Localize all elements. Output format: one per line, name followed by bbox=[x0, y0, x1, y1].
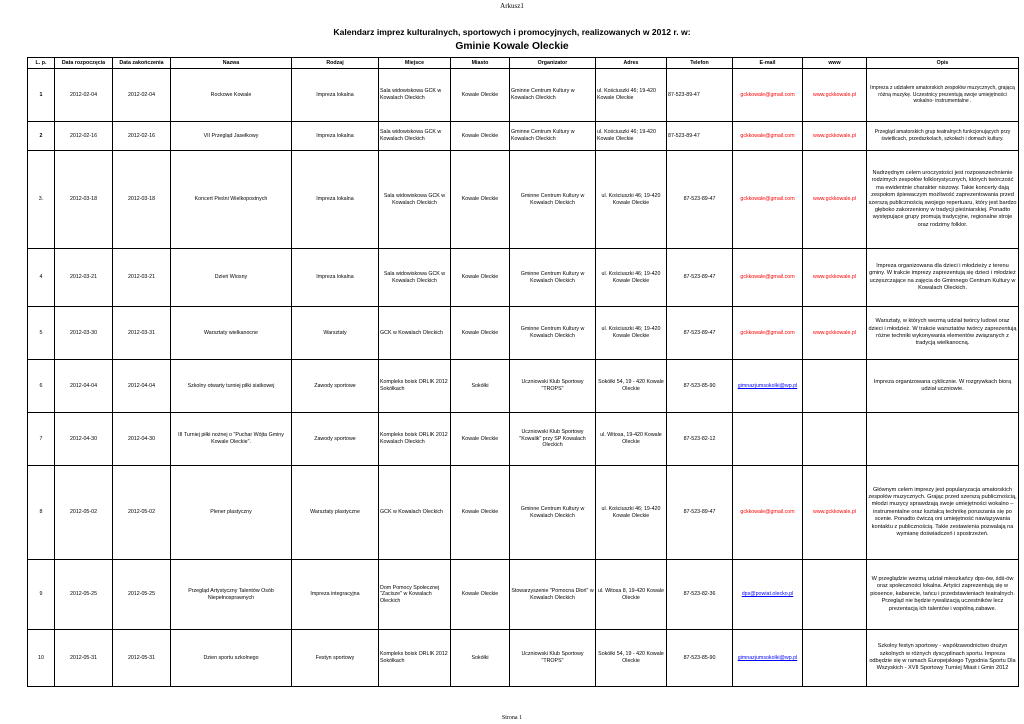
name-cell: Przegląd Artystyczny Talentów Osób Niepełnosprawnych bbox=[171, 560, 292, 630]
www-cell[interactable]: www.gckkowale.pl bbox=[803, 69, 867, 122]
city-cell: Sokółki bbox=[451, 360, 510, 413]
column-header: Telefon bbox=[667, 58, 733, 69]
table-row bbox=[28, 122, 1019, 151]
start-date-cell: 2012-03-30 bbox=[55, 307, 113, 360]
place-cell: Sala widowiskowa GCK w Kowalach Oleckich bbox=[379, 151, 451, 249]
email-cell[interactable]: gckkowale@gmail.com bbox=[733, 466, 803, 560]
address-cell: ul. Kościuszki 46; 19-420 Kowale Oleckie bbox=[596, 122, 667, 151]
lp-cell: 3. bbox=[28, 151, 55, 249]
www-cell bbox=[803, 630, 867, 687]
description-cell: Szkolny festyn sportowy - współzawodnictwo drużyn szkolnych w różnych dyscyplinach sportu. Impreza odbędzie się w ramach Europejskiego Tygodnia Sportu Dla Wszyskich - XVII Sportowy Turniej Miast i Gmin 2012 bbox=[867, 630, 1019, 687]
table-row bbox=[28, 466, 1019, 560]
address-cell: ul. Kościuszki 46; 19-420 Kowale Oleckie bbox=[596, 307, 667, 360]
column-header: Rodzaj bbox=[292, 58, 379, 69]
description-cell: Nadrzędnym celem uroczystości jest rozpowszechnienie rodzimych zespołów folklorystycznych, których twórczość ma ewidentnie charakter niszowy. Takie koncerty dają zespołom śpiewaczym możliwość zaprezentowania przed szerszą publicznością swojego repertuaru, który jest bardzo głęboko zakorzeniony w tradycji pieśniarskiej. Ponadto występujące grupy promują tradycyjne, regionalne stroje oraz rodzimy folklor. bbox=[867, 151, 1019, 249]
table-row bbox=[28, 413, 1019, 466]
page-footer: Strona 1 bbox=[501, 715, 523, 721]
lp-cell: 6 bbox=[28, 360, 55, 413]
end-date-cell: 2012-05-25 bbox=[113, 560, 171, 630]
description-cell bbox=[867, 413, 1019, 466]
type-cell: Impreza integracyjna bbox=[292, 560, 379, 630]
organizer-cell: Stowarzyszenie "Pomocna Dłoń" w Kowalach Oleckich bbox=[510, 560, 596, 630]
type-cell: Festyn sportowy bbox=[292, 630, 379, 687]
end-date-cell: 2012-02-16 bbox=[113, 122, 171, 151]
description-cell: Impreza z udziałem amatorskich zespołów muzycznych, grającą różną muzykę. Uczestnicy prezentują swoje umiejętności wokalno- instrumentalne . bbox=[867, 69, 1019, 122]
email-cell[interactable]: gckkowale@gmail.com bbox=[733, 307, 803, 360]
table-row bbox=[28, 360, 1019, 413]
lp-cell: 9 bbox=[28, 560, 55, 630]
lp-cell: 7 bbox=[28, 413, 55, 466]
phone-cell: 87-523-89-47 bbox=[667, 122, 733, 151]
email-cell[interactable]: gimnazjumsokolki@wp.pl bbox=[733, 360, 803, 413]
address-cell: ul. Kościuszki 46; 19-420 Kowale Oleckie bbox=[596, 69, 667, 122]
start-date-cell: 2012-05-02 bbox=[55, 466, 113, 560]
email-cell[interactable]: gckkowale@gmail.com bbox=[733, 122, 803, 151]
name-cell: VII Przegląd Jasełkowy bbox=[171, 122, 292, 151]
place-cell: Dom Pomocy Społecznej "Zacisze" w Kowalach Oleckich bbox=[379, 560, 451, 630]
place-cell: Kompleks boisk ORLIK 2012 Kowalach Oleckich bbox=[379, 413, 451, 466]
description-cell: Impreza organizowana dla dzieci i młodzieży z terenu gminy. W trakcie imprezy zaprezentują się dzieci i młodzież uczęszczające na zajęcia do Gminnego Centrum Kultury w Kowalach Oleckich. bbox=[867, 249, 1019, 307]
end-date-cell: 2012-04-30 bbox=[113, 413, 171, 466]
sheet-name: Arkusz1 bbox=[500, 2, 524, 10]
start-date-cell: 2012-04-04 bbox=[55, 360, 113, 413]
table-header-row bbox=[28, 58, 1019, 69]
column-header: Opis bbox=[867, 58, 1019, 69]
www-cell[interactable]: www.gckkowale.pl bbox=[803, 307, 867, 360]
column-header: E-mail bbox=[733, 58, 803, 69]
organizer-cell: Gminne Centrum Kultury w Kowalach Oleckich bbox=[510, 249, 596, 307]
name-cell: Warsztaty wielkanocne bbox=[171, 307, 292, 360]
table-row bbox=[28, 249, 1019, 307]
organizer-cell: Gminne Centrum Kultury w Kowalach Oleckich bbox=[510, 69, 596, 122]
phone-cell: 87-523-85-90 bbox=[667, 630, 733, 687]
type-cell: Impreza lokalna bbox=[292, 122, 379, 151]
city-cell: Sokółki bbox=[451, 630, 510, 687]
place-cell: Kompleks boisk ORLIK 2012 Sokółkach bbox=[379, 360, 451, 413]
city-cell: Kowale Oleckie bbox=[451, 122, 510, 151]
column-header: Data zakończenia bbox=[113, 58, 171, 69]
end-date-cell: 2012-02-04 bbox=[113, 69, 171, 122]
place-cell: GCK w Kowalach Oleckich bbox=[379, 466, 451, 560]
organizer-cell: Uczniowski Klub Sportowy "TROPS" bbox=[510, 360, 596, 413]
name-cell: Dzień Wiosny bbox=[171, 249, 292, 307]
www-cell[interactable]: www.gckkowale.pl bbox=[803, 151, 867, 249]
end-date-cell: 2012-03-31 bbox=[113, 307, 171, 360]
description-cell: Głównym celem imprezy jest popularyzacja amatorskich zespołów muzycznych. Grając przed szerszą publicznością, młodzi muzycy sprawdzają swoje umiejętności wokalno – instrumentalne oraz kształcą technikę poruszania się po scenie. Ponadto ćwiczą oni umiejętność nawiązywania kontaktu z publicznością. Takie zestawienia pozwalają na wymianę doświadczeń i spostrzeżeń. bbox=[867, 466, 1019, 560]
place-cell: Sala widowiskowa GCK w Kowalach Oleckich bbox=[379, 249, 451, 307]
phone-cell: 87-523-82-36 bbox=[667, 560, 733, 630]
email-cell[interactable]: gckkowale@gmail.com bbox=[733, 69, 803, 122]
type-cell: Impreza lokalna bbox=[292, 249, 379, 307]
phone-cell: 87-523-85-90 bbox=[667, 360, 733, 413]
address-cell: ul. Witosa 8, 19-420 Kowale Oleckie bbox=[596, 560, 667, 630]
type-cell: Impreza lokalna bbox=[292, 69, 379, 122]
end-date-cell: 2012-05-02 bbox=[113, 466, 171, 560]
lp-cell: 8 bbox=[28, 466, 55, 560]
document-title: Kalendarz imprez kulturalnych, sportowych i promocyjnych, realizowanych w 2012 r. w: bbox=[333, 27, 691, 37]
start-date-cell: 2012-02-16 bbox=[55, 122, 113, 151]
phone-cell: 87-523-89-47 bbox=[667, 69, 733, 122]
city-cell: Kowale Oleckie bbox=[451, 307, 510, 360]
lp-cell: 1 bbox=[28, 69, 55, 122]
place-cell: GCK w Kowalach Oleckich bbox=[379, 307, 451, 360]
type-cell: Warsztaty plastyczne bbox=[292, 466, 379, 560]
name-cell: Szkolny otwarty turniej piłki siatkowej bbox=[171, 360, 292, 413]
www-cell bbox=[803, 560, 867, 630]
address-cell: Sokółki 54, 19 - 420 Kowale Oleckie bbox=[596, 630, 667, 687]
email-cell[interactable]: dps@powiat.olecko.pl bbox=[733, 560, 803, 630]
column-header: L. p. bbox=[28, 58, 55, 69]
phone-cell: 87-523-89-47 bbox=[667, 466, 733, 560]
column-header: Nazwa bbox=[171, 58, 292, 69]
table-row bbox=[28, 560, 1019, 630]
description-cell: Przegląd amatorskich grup teatralnych funkcjonujących przy świetlicach, przedszkolach, szkołach i domach kultury. bbox=[867, 122, 1019, 151]
email-cell[interactable]: gckkowale@gmail.com bbox=[733, 249, 803, 307]
end-date-cell: 2012-03-21 bbox=[113, 249, 171, 307]
address-cell: ul. Witosa, 19-420 Kowale Oleckie bbox=[596, 413, 667, 466]
column-header: Miejsce bbox=[379, 58, 451, 69]
lp-cell: 4 bbox=[28, 249, 55, 307]
name-cell: III Turniej piłki nożnej o "Puchar Wójta Gminy Kowale Oleckie". bbox=[171, 413, 292, 466]
start-date-cell: 2012-05-31 bbox=[55, 630, 113, 687]
www-cell[interactable]: www.gckkowale.pl bbox=[803, 466, 867, 560]
www-cell bbox=[803, 413, 867, 466]
name-cell: Rockowe Kowale bbox=[171, 69, 292, 122]
column-header: www bbox=[803, 58, 867, 69]
city-cell: Kowale Oleckie bbox=[451, 249, 510, 307]
city-cell: Kowale Oleckie bbox=[451, 560, 510, 630]
column-header: Miasto bbox=[451, 58, 510, 69]
address-cell: Sokółki 54, 19 - 420 Kowale Oleckie bbox=[596, 360, 667, 413]
lp-cell: 5 bbox=[28, 307, 55, 360]
lp-cell: 10 bbox=[28, 630, 55, 687]
email-cell[interactable]: gckkowale@gmail.com bbox=[733, 151, 803, 249]
organizer-cell: Uczniowski Klub Sportowy "TROPS" bbox=[510, 630, 596, 687]
name-cell: Plener plastyczny bbox=[171, 466, 292, 560]
organizer-cell: Gminne Centrum Kultury w Kowalach Oleckich bbox=[510, 122, 596, 151]
address-cell: ul. Kościuszki 46; 19-420 Kowale Oleckie bbox=[596, 151, 667, 249]
organizer-cell: Uczniowski Klub Sportowy "Kowalik" przy SP Kowalach Oleckich bbox=[510, 413, 596, 466]
end-date-cell: 2012-04-04 bbox=[113, 360, 171, 413]
type-cell: Zawody sportowe bbox=[292, 360, 379, 413]
table-row bbox=[28, 69, 1019, 122]
table-row bbox=[28, 151, 1019, 249]
phone-cell: 87-523-89-47 bbox=[667, 151, 733, 249]
place-cell: Sala widowiskowa GCK w Kowalach Oleckich bbox=[379, 122, 451, 151]
lp-cell: 2 bbox=[28, 122, 55, 151]
table-row bbox=[28, 307, 1019, 360]
city-cell: Kowale Oleckie bbox=[451, 151, 510, 249]
type-cell: Zawody sportowe bbox=[292, 413, 379, 466]
phone-cell: 87-523-89-47 bbox=[667, 307, 733, 360]
city-cell: Kowale Oleckie bbox=[451, 69, 510, 122]
type-cell: Warsztaty bbox=[292, 307, 379, 360]
start-date-cell: 2012-04-30 bbox=[55, 413, 113, 466]
city-cell: Kowale Oleckie bbox=[451, 413, 510, 466]
start-date-cell: 2012-05-25 bbox=[55, 560, 113, 630]
description-cell: W przeglądzie wezmą udział mieszkańcy dps-ów, śdś-ów oraz społeczności lokalna. Artyści zaprezentują się w piosence, kabarecie, tańcu i przedstawieniach teatralnych. Przegląd nie będzie rywalizacją uczestników lecz prezentacją ich talentów i wspólną zabawe. bbox=[867, 560, 1019, 630]
organizer-cell: Gminne Centrum Kultury w Kowalach Oleckich bbox=[510, 307, 596, 360]
end-date-cell: 2012-05-31 bbox=[113, 630, 171, 687]
name-cell: Koncert Pieśni Wielkopostnych bbox=[171, 151, 292, 249]
organizer-cell: Gminne Centrum Kultury w Kowalach Oleckich bbox=[510, 151, 596, 249]
address-cell: ul. Kościuszki 46; 19-420 Kowale Oleckie bbox=[596, 249, 667, 307]
start-date-cell: 2012-03-21 bbox=[55, 249, 113, 307]
city-cell: Kowale Oleckie bbox=[451, 466, 510, 560]
email-cell[interactable]: gimnazjumsokolki@wp.pl bbox=[733, 630, 803, 687]
www-cell bbox=[803, 360, 867, 413]
description-cell: Warsztaty, w których wezmą udział twórcy ludowi oraz dzieci i młodzież. W trakcie warsztatów twórcy zaprezentują różne techniki wykonywania elementów związanych z tradycją wielkanocną. bbox=[867, 307, 1019, 360]
place-cell: Kompleks boisk ORLIK 2012 Sokółkach bbox=[379, 630, 451, 687]
column-header: Adres bbox=[596, 58, 667, 69]
events-table bbox=[27, 57, 1019, 687]
organizer-cell: Gminne Centrum Kultury w Kowalach Oleckich bbox=[510, 466, 596, 560]
document-subtitle: Gminie Kowale Oleckie bbox=[455, 41, 569, 52]
column-header: Organizator bbox=[510, 58, 596, 69]
email-cell bbox=[733, 413, 803, 466]
phone-cell: 87-523-89-47 bbox=[667, 249, 733, 307]
column-header: Data rozpoczęcia bbox=[55, 58, 113, 69]
start-date-cell: 2012-03-18 bbox=[55, 151, 113, 249]
name-cell: Dzien sportu szkolnego bbox=[171, 630, 292, 687]
place-cell: Sala widowiskowa GCK w Kowalach Oleckich bbox=[379, 69, 451, 122]
phone-cell: 87-523-82-12 bbox=[667, 413, 733, 466]
www-cell[interactable]: www.gckkowale.pl bbox=[803, 249, 867, 307]
www-cell[interactable]: www.gckkowale.pl bbox=[803, 122, 867, 151]
address-cell: ul. Kościuszki 46; 19-420 Kowale Oleckie bbox=[596, 466, 667, 560]
start-date-cell: 2012-02-04 bbox=[55, 69, 113, 122]
type-cell: Impreza lokalna bbox=[292, 151, 379, 249]
table-row bbox=[28, 630, 1019, 687]
description-cell: Impreza organizowana cyklicznie. W rozgrywkach biorą udział uczniowie. bbox=[867, 360, 1019, 413]
end-date-cell: 2012-03-18 bbox=[113, 151, 171, 249]
